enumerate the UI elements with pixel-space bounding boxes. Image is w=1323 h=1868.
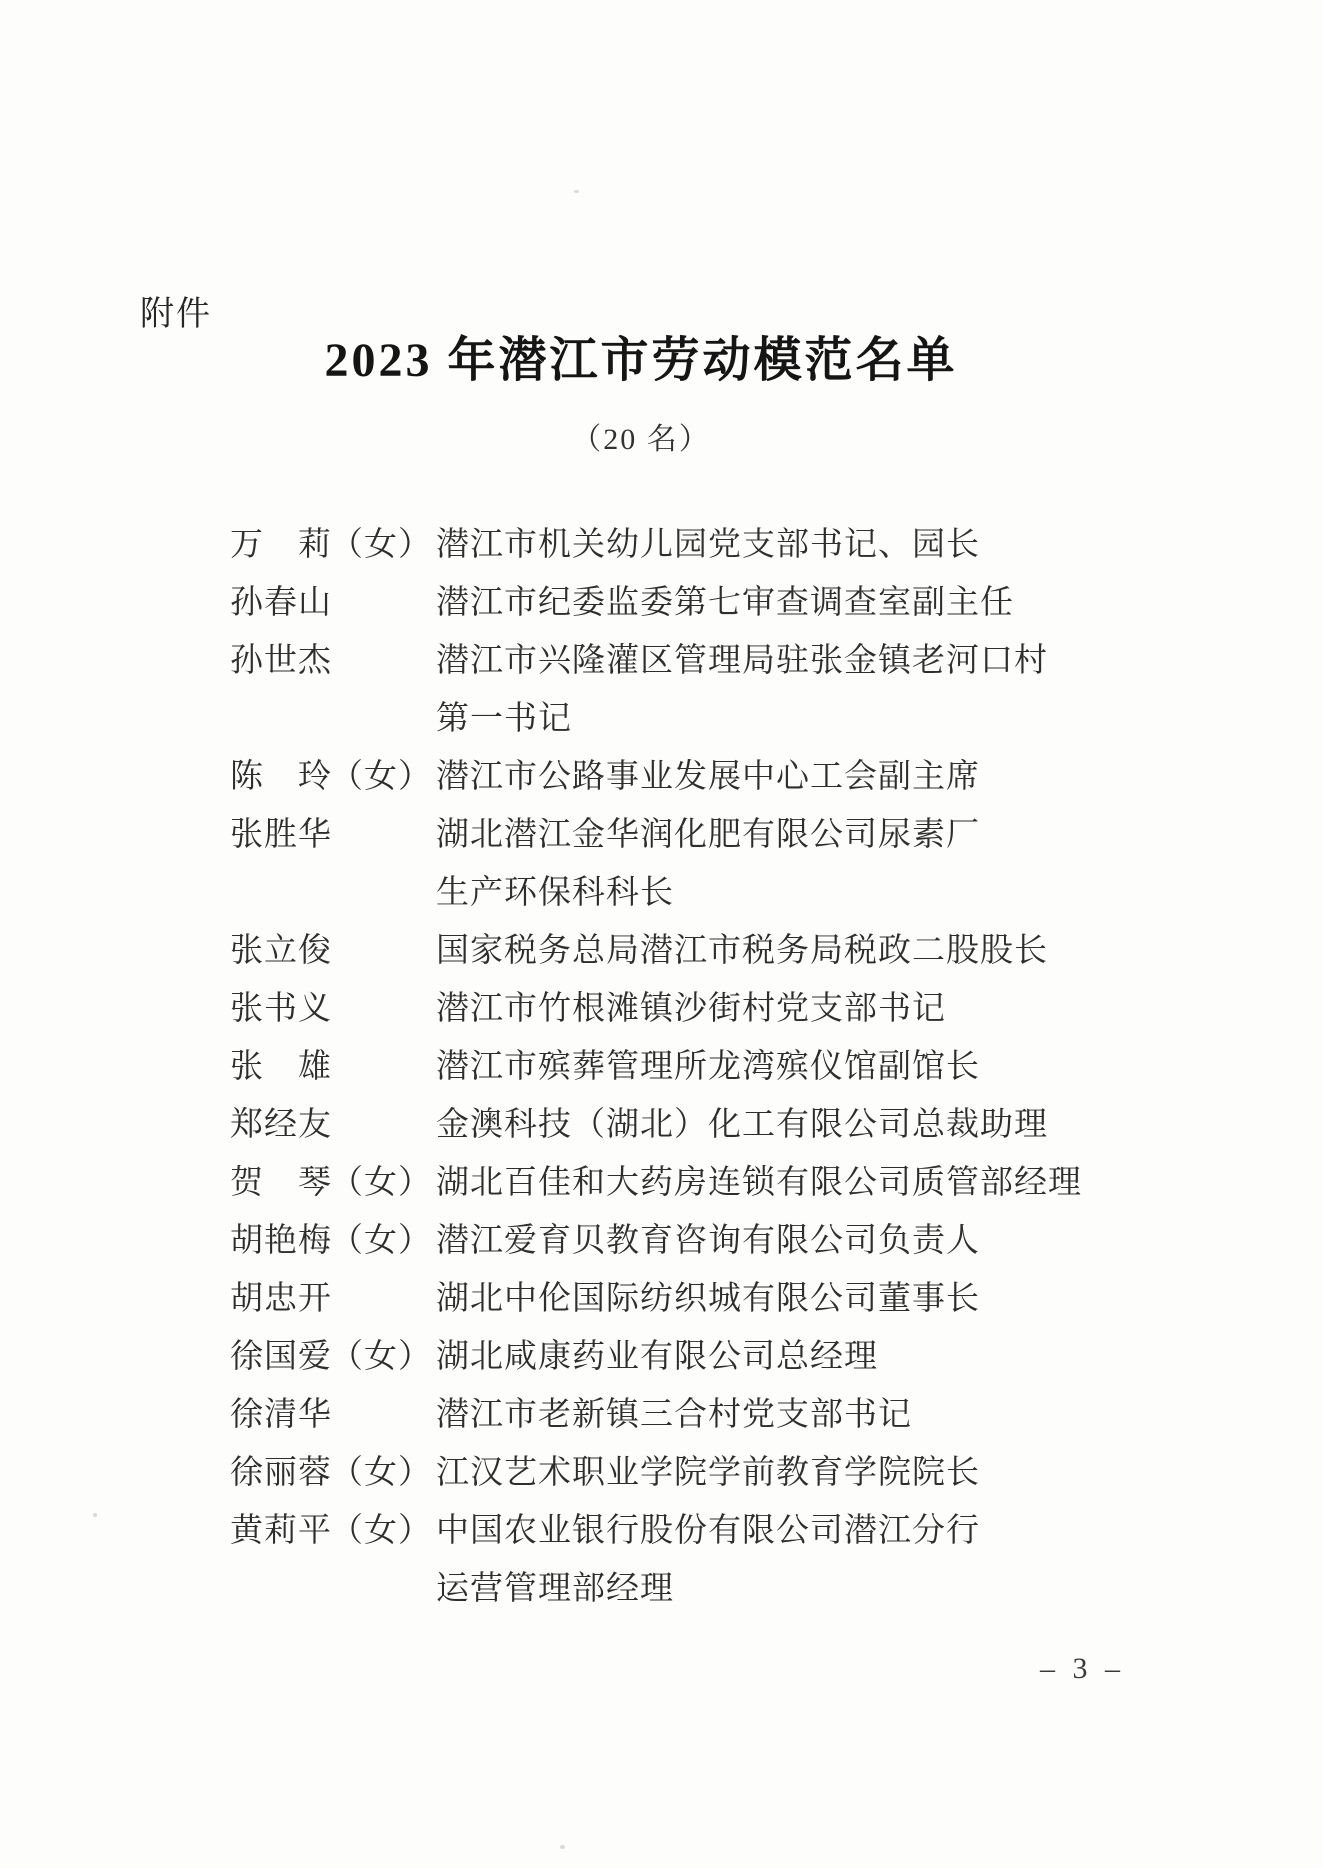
person-name: 孙春山 [230, 585, 332, 621]
position-line: 江汉艺术职业学院学前教育学院院长 [436, 1455, 980, 1491]
gender-note: （女） [330, 1513, 432, 1549]
position-line: 潜江市老新镇三合村党支部书记 [436, 1397, 912, 1433]
list-item [230, 1154, 1160, 1212]
list-item [230, 632, 1160, 748]
position-lines [436, 980, 1160, 1038]
gender-note [330, 922, 436, 980]
position-lines [436, 1212, 1160, 1270]
position-line: 生产环保科科长 [436, 875, 674, 911]
position-line: 国家税务总局潜江市税务局税政二股股长 [436, 933, 1048, 969]
list-item [230, 980, 1160, 1038]
document-header [0, 334, 1282, 458]
document-title: 2023 年潜江市劳动模范名单 [324, 334, 958, 387]
list-item [230, 1270, 1160, 1328]
scan-noise-speck [93, 1513, 97, 1517]
gender-note [330, 1386, 436, 1444]
person-name: 贺 琴 [230, 1165, 332, 1201]
position-line: 潜江市纪委监委第七审查调查室副主任 [436, 585, 1014, 621]
list-item [230, 922, 1160, 980]
person-name: 万 莉 [230, 527, 332, 563]
position-lines [436, 632, 1160, 748]
list-item [230, 516, 1160, 574]
document-subtitle: （20 名） [571, 423, 711, 456]
position-line: 湖北百佳和大药房连锁有限公司质管部经理 [436, 1165, 1082, 1201]
position-line: 湖北潜江金华润化肥有限公司尿素厂 [436, 817, 980, 853]
person-name: 张 雄 [230, 1049, 332, 1085]
gender-note [330, 806, 436, 922]
list-item [230, 1444, 1160, 1502]
position-lines [436, 748, 1160, 806]
position-lines [436, 922, 1160, 980]
person-name: 孙世杰 [230, 643, 332, 679]
position-line: 金澳科技（湖北）化工有限公司总裁助理 [436, 1107, 1048, 1143]
page-number: – 3 – [1040, 1652, 1125, 1685]
gender-note [330, 574, 436, 632]
attachment-label: 附件 [140, 296, 212, 333]
scan-noise-speck [560, 1845, 565, 1849]
person-name: 郑经友 [230, 1107, 332, 1143]
position-lines [436, 1386, 1160, 1444]
position-lines [436, 516, 1160, 574]
list-item [230, 1212, 1160, 1270]
gender-note: （女） [330, 1455, 432, 1491]
position-line: 湖北中伦国际纺织城有限公司董事长 [436, 1281, 980, 1317]
position-lines [436, 1038, 1160, 1096]
honor-list [230, 516, 1160, 1618]
position-lines [436, 1270, 1160, 1328]
position-line: 湖北咸康药业有限公司总经理 [436, 1339, 878, 1375]
person-name: 黄莉平 [230, 1513, 332, 1549]
gender-note: （女） [330, 1223, 432, 1259]
position-line: 潜江市兴隆灌区管理局驻张金镇老河口村 [436, 643, 1048, 679]
gender-note [330, 1270, 436, 1328]
gender-note: （女） [330, 1165, 432, 1201]
list-item [230, 1328, 1160, 1386]
person-name: 张胜华 [230, 817, 332, 853]
position-lines [436, 1328, 1160, 1386]
list-item [230, 1038, 1160, 1096]
person-name: 胡艳梅 [230, 1223, 332, 1259]
position-line: 运营管理部经理 [436, 1571, 674, 1607]
gender-note [330, 632, 436, 748]
list-item [230, 806, 1160, 922]
position-lines [436, 806, 1160, 922]
position-line: 潜江市机关幼儿园党支部书记、园长 [436, 527, 980, 563]
person-name: 张书义 [230, 991, 332, 1027]
position-line: 第一书记 [436, 701, 572, 737]
scan-noise-speck [574, 190, 579, 193]
position-line: 潜江市竹根滩镇沙街村党支部书记 [436, 991, 946, 1027]
position-lines [436, 1502, 1160, 1618]
position-line: 中国农业银行股份有限公司潜江分行 [436, 1513, 980, 1549]
list-item [230, 574, 1160, 632]
list-item [230, 748, 1160, 806]
gender-note: （女） [330, 759, 432, 795]
gender-note: （女） [330, 1339, 432, 1375]
list-item [230, 1386, 1160, 1444]
position-line: 潜江市公路事业发展中心工会副主席 [436, 759, 980, 795]
position-lines [436, 1096, 1160, 1154]
position-line: 潜江市殡葬管理所龙湾殡仪馆副馆长 [436, 1049, 980, 1085]
position-lines [436, 1154, 1160, 1212]
person-name: 张立俊 [230, 933, 332, 969]
list-item [230, 1096, 1160, 1154]
position-lines [436, 574, 1160, 632]
gender-note [330, 1096, 436, 1154]
position-lines [436, 1444, 1160, 1502]
person-name: 陈 玲 [230, 759, 332, 795]
gender-note: （女） [330, 527, 432, 563]
person-name: 胡忠开 [230, 1281, 332, 1317]
gender-note [330, 1038, 436, 1096]
person-name: 徐丽蓉 [230, 1455, 332, 1491]
position-line: 潜江爱育贝教育咨询有限公司负责人 [436, 1223, 980, 1259]
gender-note [330, 980, 436, 1038]
list-item [230, 1502, 1160, 1618]
person-name: 徐国爱 [230, 1339, 332, 1375]
person-name: 徐清华 [230, 1397, 332, 1433]
